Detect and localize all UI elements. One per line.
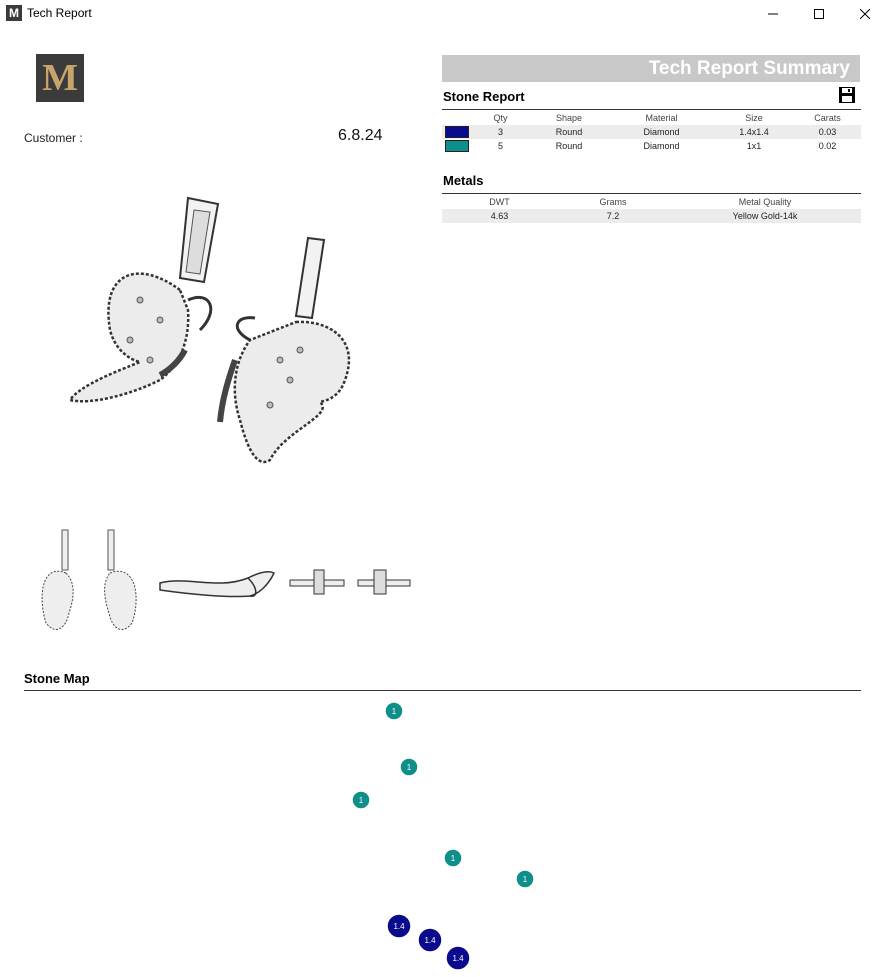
thumbnail-top-view[interactable]: [288, 528, 346, 640]
column-header-carats: Carats: [814, 113, 841, 123]
summary-header: [442, 55, 860, 82]
stone-map-title: Stone Map: [24, 671, 90, 686]
summary-title: Tech Report Summary: [648, 58, 850, 79]
column-header-metal-quality: Metal Quality: [738, 197, 792, 207]
product-main-image: [60, 190, 360, 490]
metal-dwt: 4.63: [442, 209, 557, 223]
stone-carats: 0.02: [818, 141, 837, 151]
stone-color-swatch: [445, 126, 469, 138]
stone-qty: 3: [472, 125, 529, 139]
stone-report-header-row: [442, 111, 861, 125]
stone-shape: Round: [529, 125, 609, 139]
close-icon: [860, 9, 870, 19]
table-row[interactable]: [442, 125, 861, 139]
app-icon: M: [6, 5, 22, 21]
stone-size-label: 1: [406, 763, 412, 772]
stone-map-stone: [352, 791, 370, 809]
stone-size-label: 1: [358, 796, 364, 805]
stone-size-label: 1: [391, 707, 397, 716]
metals-title: Metals: [443, 173, 484, 188]
stone-map-stone: [444, 849, 462, 867]
window-title: Tech Report: [27, 6, 92, 20]
company-logo: [36, 54, 84, 102]
column-header-qty: Qty: [493, 113, 508, 123]
stone-map-stone: [418, 928, 442, 952]
minimize-icon: [768, 9, 778, 19]
stone-map-stone: [516, 870, 534, 888]
thumbnail-side-view[interactable]: [158, 528, 276, 640]
stone-report-title: Stone Report: [443, 89, 525, 104]
stone-qty: 5: [497, 141, 503, 151]
stone-size-label: 1: [522, 875, 528, 884]
save-icon[interactable]: [838, 86, 856, 104]
stone-size: 1x1: [746, 141, 762, 151]
report-date: 6.8.24: [338, 127, 383, 144]
stone-map-stone: [400, 758, 418, 776]
column-header-size: Size: [745, 113, 763, 123]
stone-material: Diamond: [609, 125, 714, 139]
stone-material: Diamond: [643, 141, 680, 151]
stone-shape: Round: [555, 141, 583, 151]
table-row[interactable]: [442, 139, 861, 153]
minimize-button[interactable]: [750, 0, 796, 28]
column-header: [442, 111, 472, 125]
stone-size-label: 1.4: [452, 954, 464, 963]
stone-report-table: [442, 111, 861, 153]
left-earring-image: [70, 198, 218, 401]
stone-map-canvas: [36, 700, 848, 977]
stone-map-stone: [446, 946, 470, 970]
stone-size-label: 1: [450, 854, 456, 863]
column-header-material: Material: [645, 113, 678, 123]
metal-quality: Yellow Gold-14k: [669, 209, 861, 223]
metals-divider: [442, 193, 861, 194]
column-header-dwt: DWT: [489, 197, 510, 207]
metals-table: [442, 195, 861, 223]
close-button[interactable]: [842, 0, 882, 28]
column-header-shape: Shape: [555, 113, 583, 123]
metals-header-row: [442, 195, 861, 209]
column-header-grams: Grams: [599, 197, 627, 207]
table-row[interactable]: [442, 209, 861, 223]
maximize-button[interactable]: [796, 0, 842, 28]
stone-size: 1.4x1.4: [714, 125, 794, 139]
customer-label: Customer :: [24, 131, 83, 145]
stone-carats: 0.03: [794, 125, 861, 139]
stone-size-label: 1.4: [424, 936, 436, 945]
maximize-icon: [814, 9, 824, 19]
metal-grams: 7.2: [557, 209, 669, 223]
logo-letter: M: [42, 57, 78, 99]
thumbnail-bottom-view[interactable]: [356, 528, 412, 640]
stone-map-stone: [385, 702, 403, 720]
stone-map-stone: [387, 914, 411, 938]
window-titlebar: [0, 0, 882, 28]
right-earring-image: [220, 238, 349, 462]
stone-map-divider: [24, 690, 861, 691]
stone-color-swatch: [445, 140, 469, 152]
thumbnail-front-view[interactable]: [36, 528, 146, 640]
stone-report-divider: [442, 109, 861, 110]
stone-size-label: 1.4: [393, 922, 405, 931]
